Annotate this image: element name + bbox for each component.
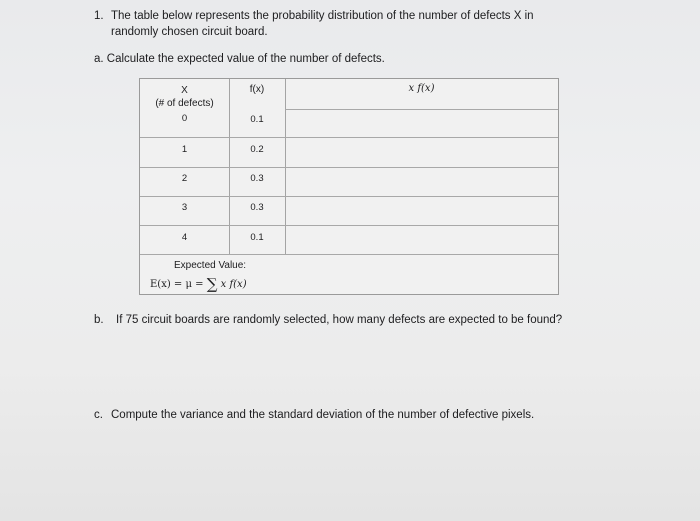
row-divider [140,225,558,226]
cell-x: 2 [181,173,188,184]
part-a-prompt: a. Calculate the expected value of the number of defects. [94,53,385,65]
formula-left: E(x) = μ = [150,279,204,290]
row-divider [140,137,558,138]
question-1-line-1: The table below represents the probability distribution of the number of defects X in [111,10,534,22]
question-1 [94,8,564,40]
cell-x: 0 [181,113,188,124]
cell-x: 4 [181,232,188,243]
cell-fx: 0.3 [250,202,264,213]
question-number: 1. [94,10,104,22]
header-fx: f(x) [249,84,265,95]
formula-right: x f(x) [220,279,247,290]
part-c-prompt: Compute the variance and the standard deviation of the number of defective pixels. [111,409,535,421]
part-c [94,409,534,421]
header-xfx: x f(x) [408,83,435,94]
question-1-line-2: randomly chosen circuit board. [111,26,268,38]
header-x-symbol: X [181,85,188,96]
probability-table [139,78,559,295]
header-x [140,84,229,110]
part-b-prompt: If 75 circuit boards are randomly selected, how many defects are expected to be found? [116,314,563,326]
sigma-symbol: ∑ [206,275,218,293]
row-divider [140,196,558,197]
cell-x: 1 [181,144,188,155]
header-x-description: (# of defects) [155,98,214,109]
part-c-label: c. [94,409,103,421]
cell-fx: 0.3 [250,173,264,184]
expected-value-formula [150,275,247,293]
part-b-label: b. [94,314,104,326]
part-b [94,314,562,326]
cell-fx: 0.1 [250,232,264,243]
cell-x: 3 [181,202,188,213]
row-divider [140,167,558,168]
row-divider [285,109,558,110]
row-divider [140,254,558,255]
cell-fx: 0.2 [250,144,264,155]
expected-value-label: Expected Value: [174,260,247,271]
cell-fx: 0.1 [250,114,264,125]
